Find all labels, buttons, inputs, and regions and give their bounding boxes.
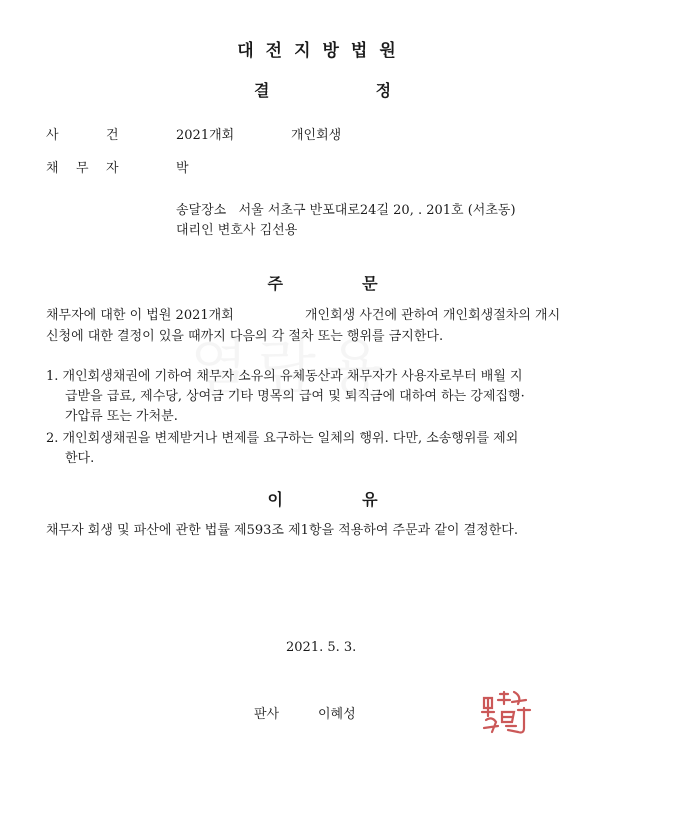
- document-title-left: 결: [253, 81, 270, 100]
- order-intro-line-1a: 채무자에 대한 이 법원 2021개회: [46, 308, 234, 323]
- order-item-1-line-2: 급받을 급료, 제수당, 상여금 기타 명목의 급여 및 퇴직금에 대하여 하는 강제집행·: [65, 389, 525, 404]
- case-label-1: 사: [46, 128, 59, 143]
- reason-heading: [0, 487, 645, 510]
- document-title: [0, 78, 645, 101]
- case-type: 개인회생: [291, 128, 342, 143]
- debtor-name: 박: [176, 161, 189, 176]
- order-item-2-line-1: 2. 개인회생채권을 변제받거나 변제를 요구하는 일체의 행위. 다만, 소송행위를 제외: [46, 431, 519, 446]
- order-intro-line-2: 신청에 대한 결정이 있을 때까지 다음의 각 절차 또는 행위를 금지한다.: [46, 329, 444, 344]
- order-item-1-line-3: 가압류 또는 가처분.: [65, 409, 178, 424]
- reason-heading-right: 유: [362, 490, 378, 509]
- judge-name: 이혜성: [318, 707, 356, 722]
- order-heading-left: 주: [267, 274, 283, 293]
- debtor-label-3: 자: [106, 161, 119, 176]
- decision-date: 2021. 5. 3.: [286, 640, 357, 655]
- order-item-2-line-2: 한다.: [65, 451, 95, 466]
- order-heading: [0, 271, 645, 294]
- case-number: 2021개회: [176, 128, 235, 143]
- order-heading-right: 문: [362, 274, 378, 293]
- debtor-label-2: 무: [76, 161, 89, 176]
- reason-text: 채무자 회생 및 파산에 관한 법률 제593조 제1항을 적용하여 주문과 같이 결정한다.: [46, 523, 518, 538]
- judge-seal-stamp: [478, 688, 536, 738]
- case-label-2: 건: [106, 128, 119, 143]
- document-title-right: 정: [375, 81, 392, 100]
- reason-heading-left: 이: [267, 490, 283, 509]
- court-name: 대전지방법원: [237, 41, 408, 61]
- agent: 대리인 변호사 김선용: [176, 223, 298, 238]
- judge-title: 판사: [254, 707, 280, 722]
- order-item-1-line-1: 1. 개인회생채권에 기하여 채무자 소유의 유체동산과 채무자가 사용자로부터 배월 지: [46, 369, 523, 384]
- order-intro-line-1b: 개인회생 사건에 관하여 개인회생절차의 개시: [305, 308, 561, 323]
- delivery-address: 송달장소 서울 서초구 반포대로24길 20, . 201호 (서초동): [176, 203, 516, 218]
- debtor-label-1: 채: [46, 161, 59, 176]
